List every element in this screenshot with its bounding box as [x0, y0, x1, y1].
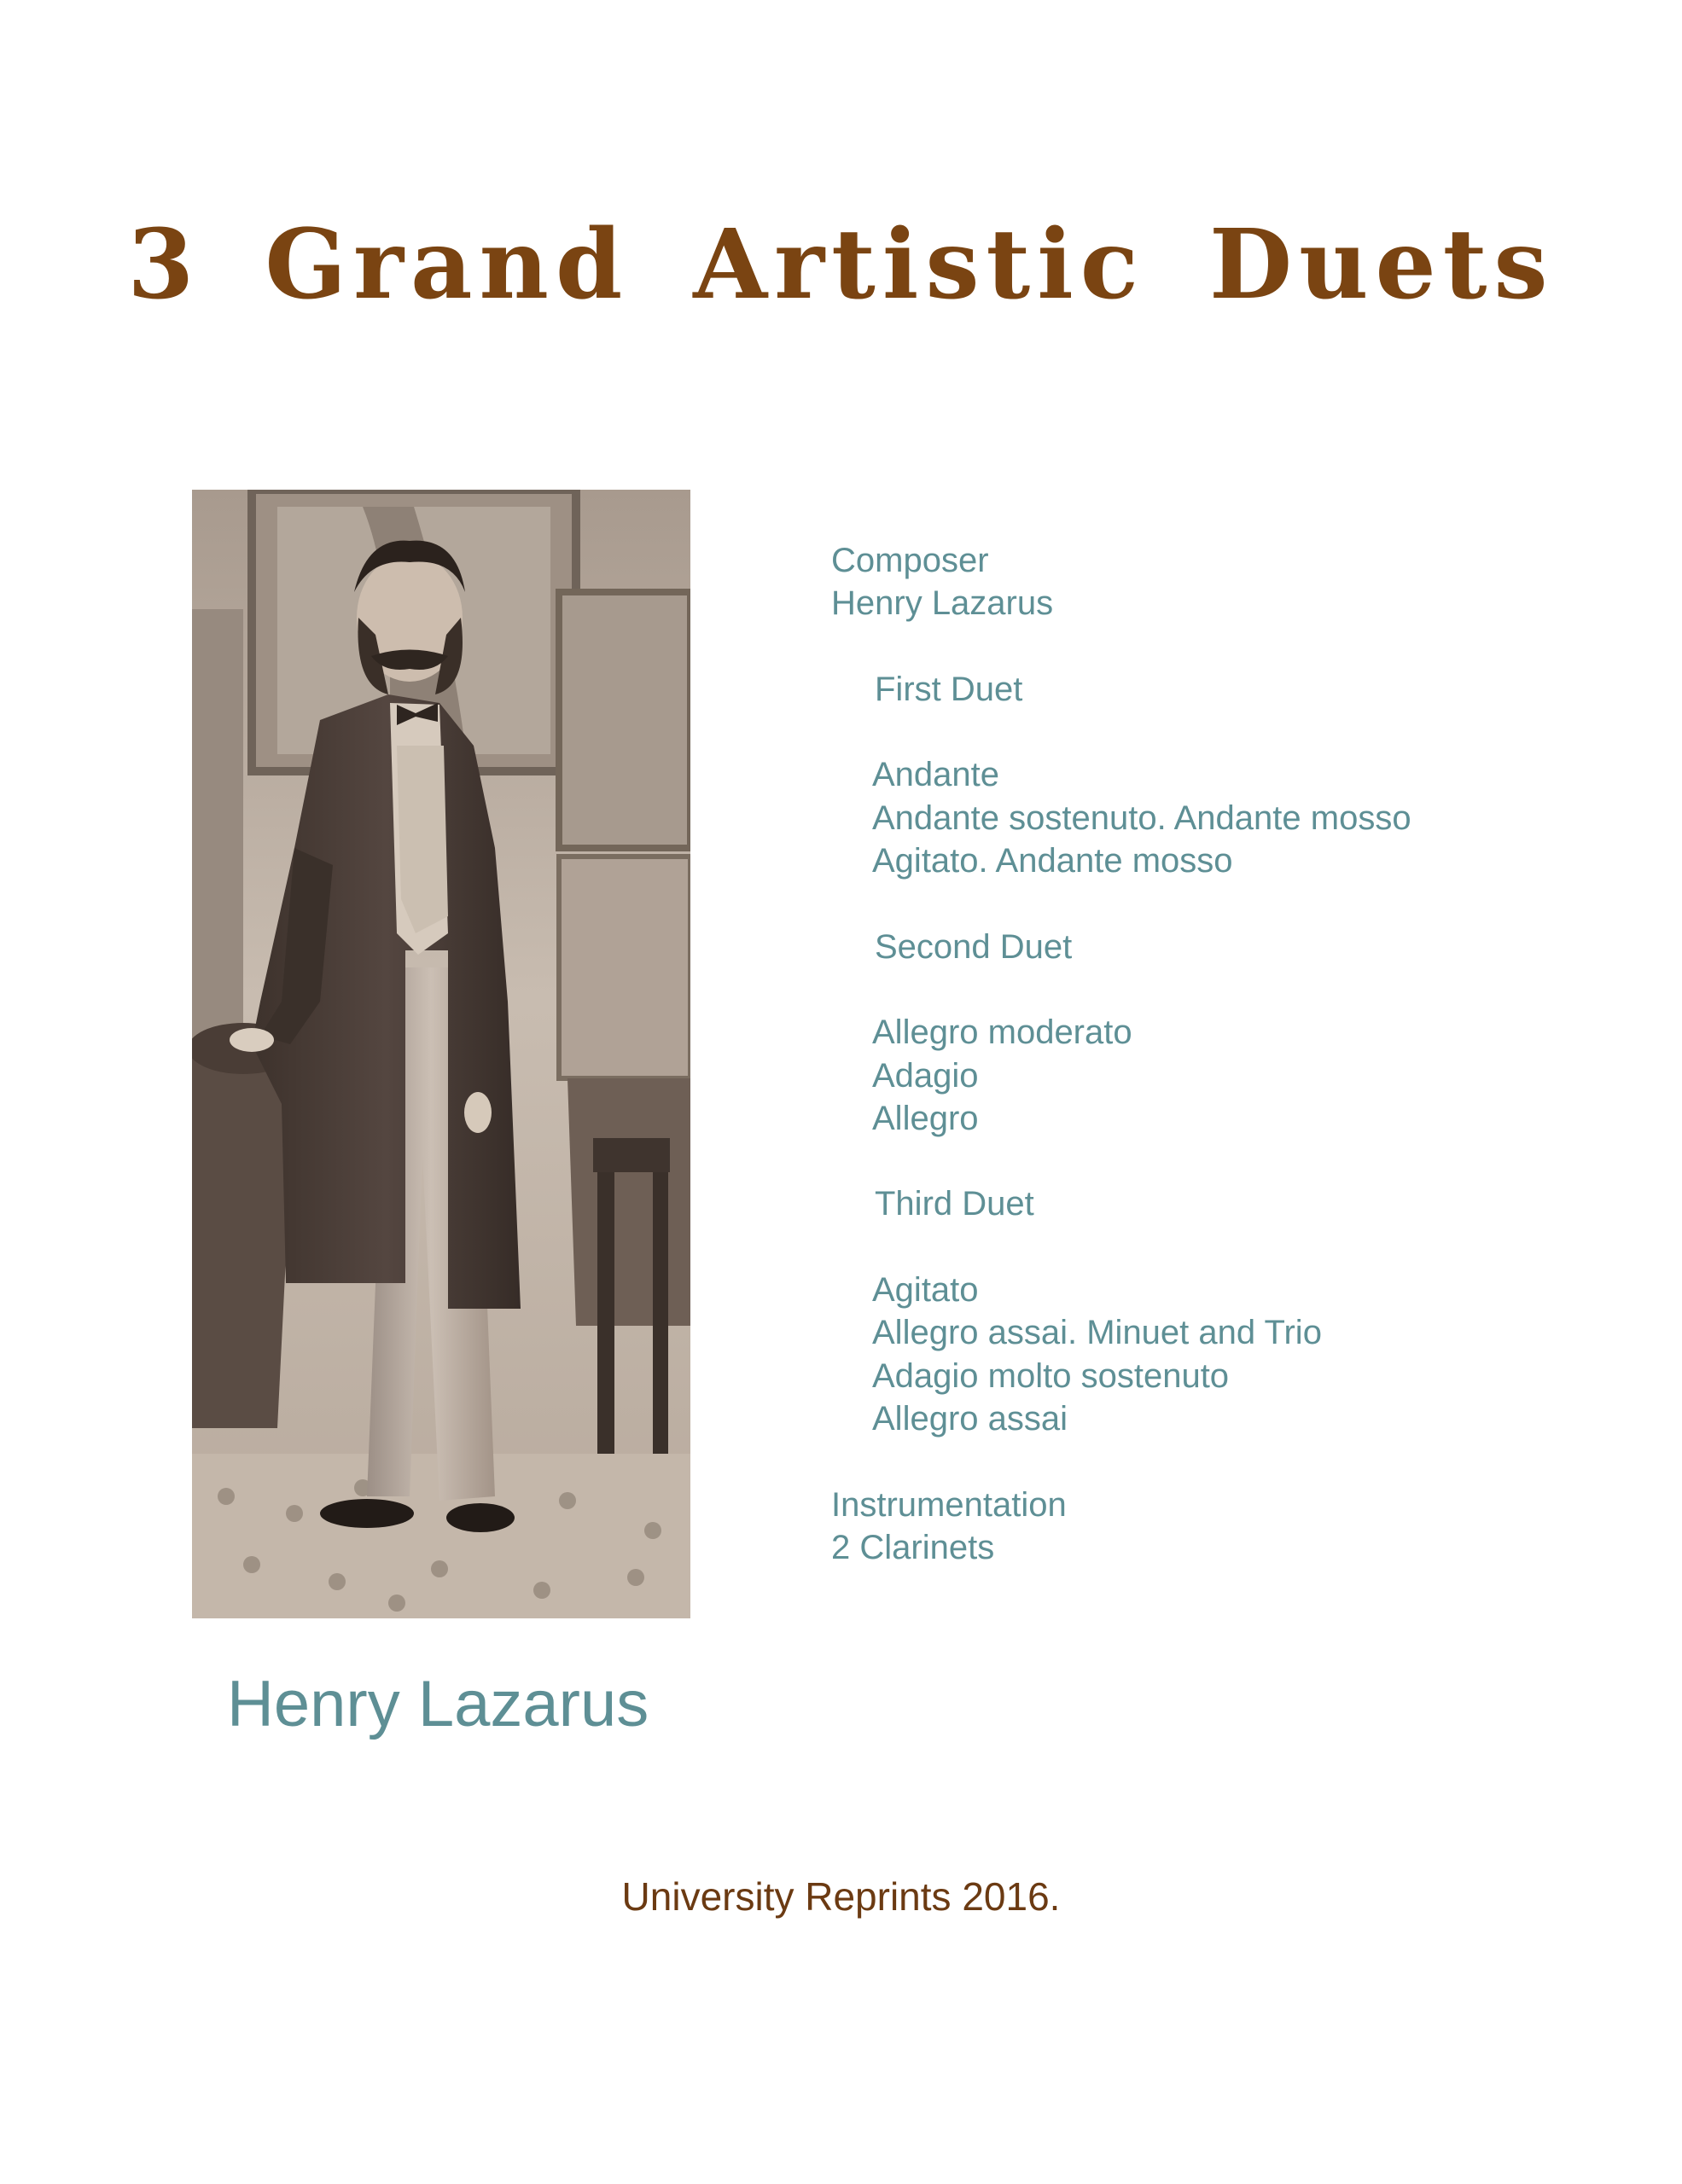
movement-item: Andante: [872, 756, 1000, 794]
instrumentation-label: Instrumentation: [831, 1485, 1067, 1524]
movement-item: Allegro moderato: [872, 1014, 1132, 1052]
movement-item: Agitato. Andante mosso: [872, 842, 1233, 880]
movement-item: Andante sostenuto. Andante mosso: [872, 799, 1411, 837]
movement-item: Agitato: [872, 1271, 979, 1310]
composer-portrait: [192, 490, 690, 1618]
composer-label: Composer: [831, 542, 989, 579]
movement-item: Allegro assai: [872, 1399, 1068, 1438]
duet-heading: Third Duet: [875, 1185, 1034, 1223]
movement-item: Adagio molto sostenuto: [872, 1356, 1230, 1395]
composer-name: Henry Lazarus: [831, 584, 1054, 623]
movement-item: Adagio: [872, 1056, 979, 1095]
page-title: 3 Grand Artistic Duets: [127, 209, 1555, 321]
contents-list: [831, 539, 1411, 1569]
movement-item: Allegro assai. Minuet and Trio: [872, 1314, 1322, 1352]
publisher-line: University Reprints 2016.: [621, 1874, 1061, 1919]
movement-item: Allegro: [872, 1099, 979, 1137]
duet-heading: Second Duet: [875, 927, 1073, 966]
portrait-illustration: [192, 490, 690, 1618]
duet-heading: First Duet: [875, 670, 1023, 708]
instrumentation-value: 2 Clarinets: [831, 1528, 995, 1566]
portrait-caption: Henry Lazarus: [227, 1668, 649, 1740]
